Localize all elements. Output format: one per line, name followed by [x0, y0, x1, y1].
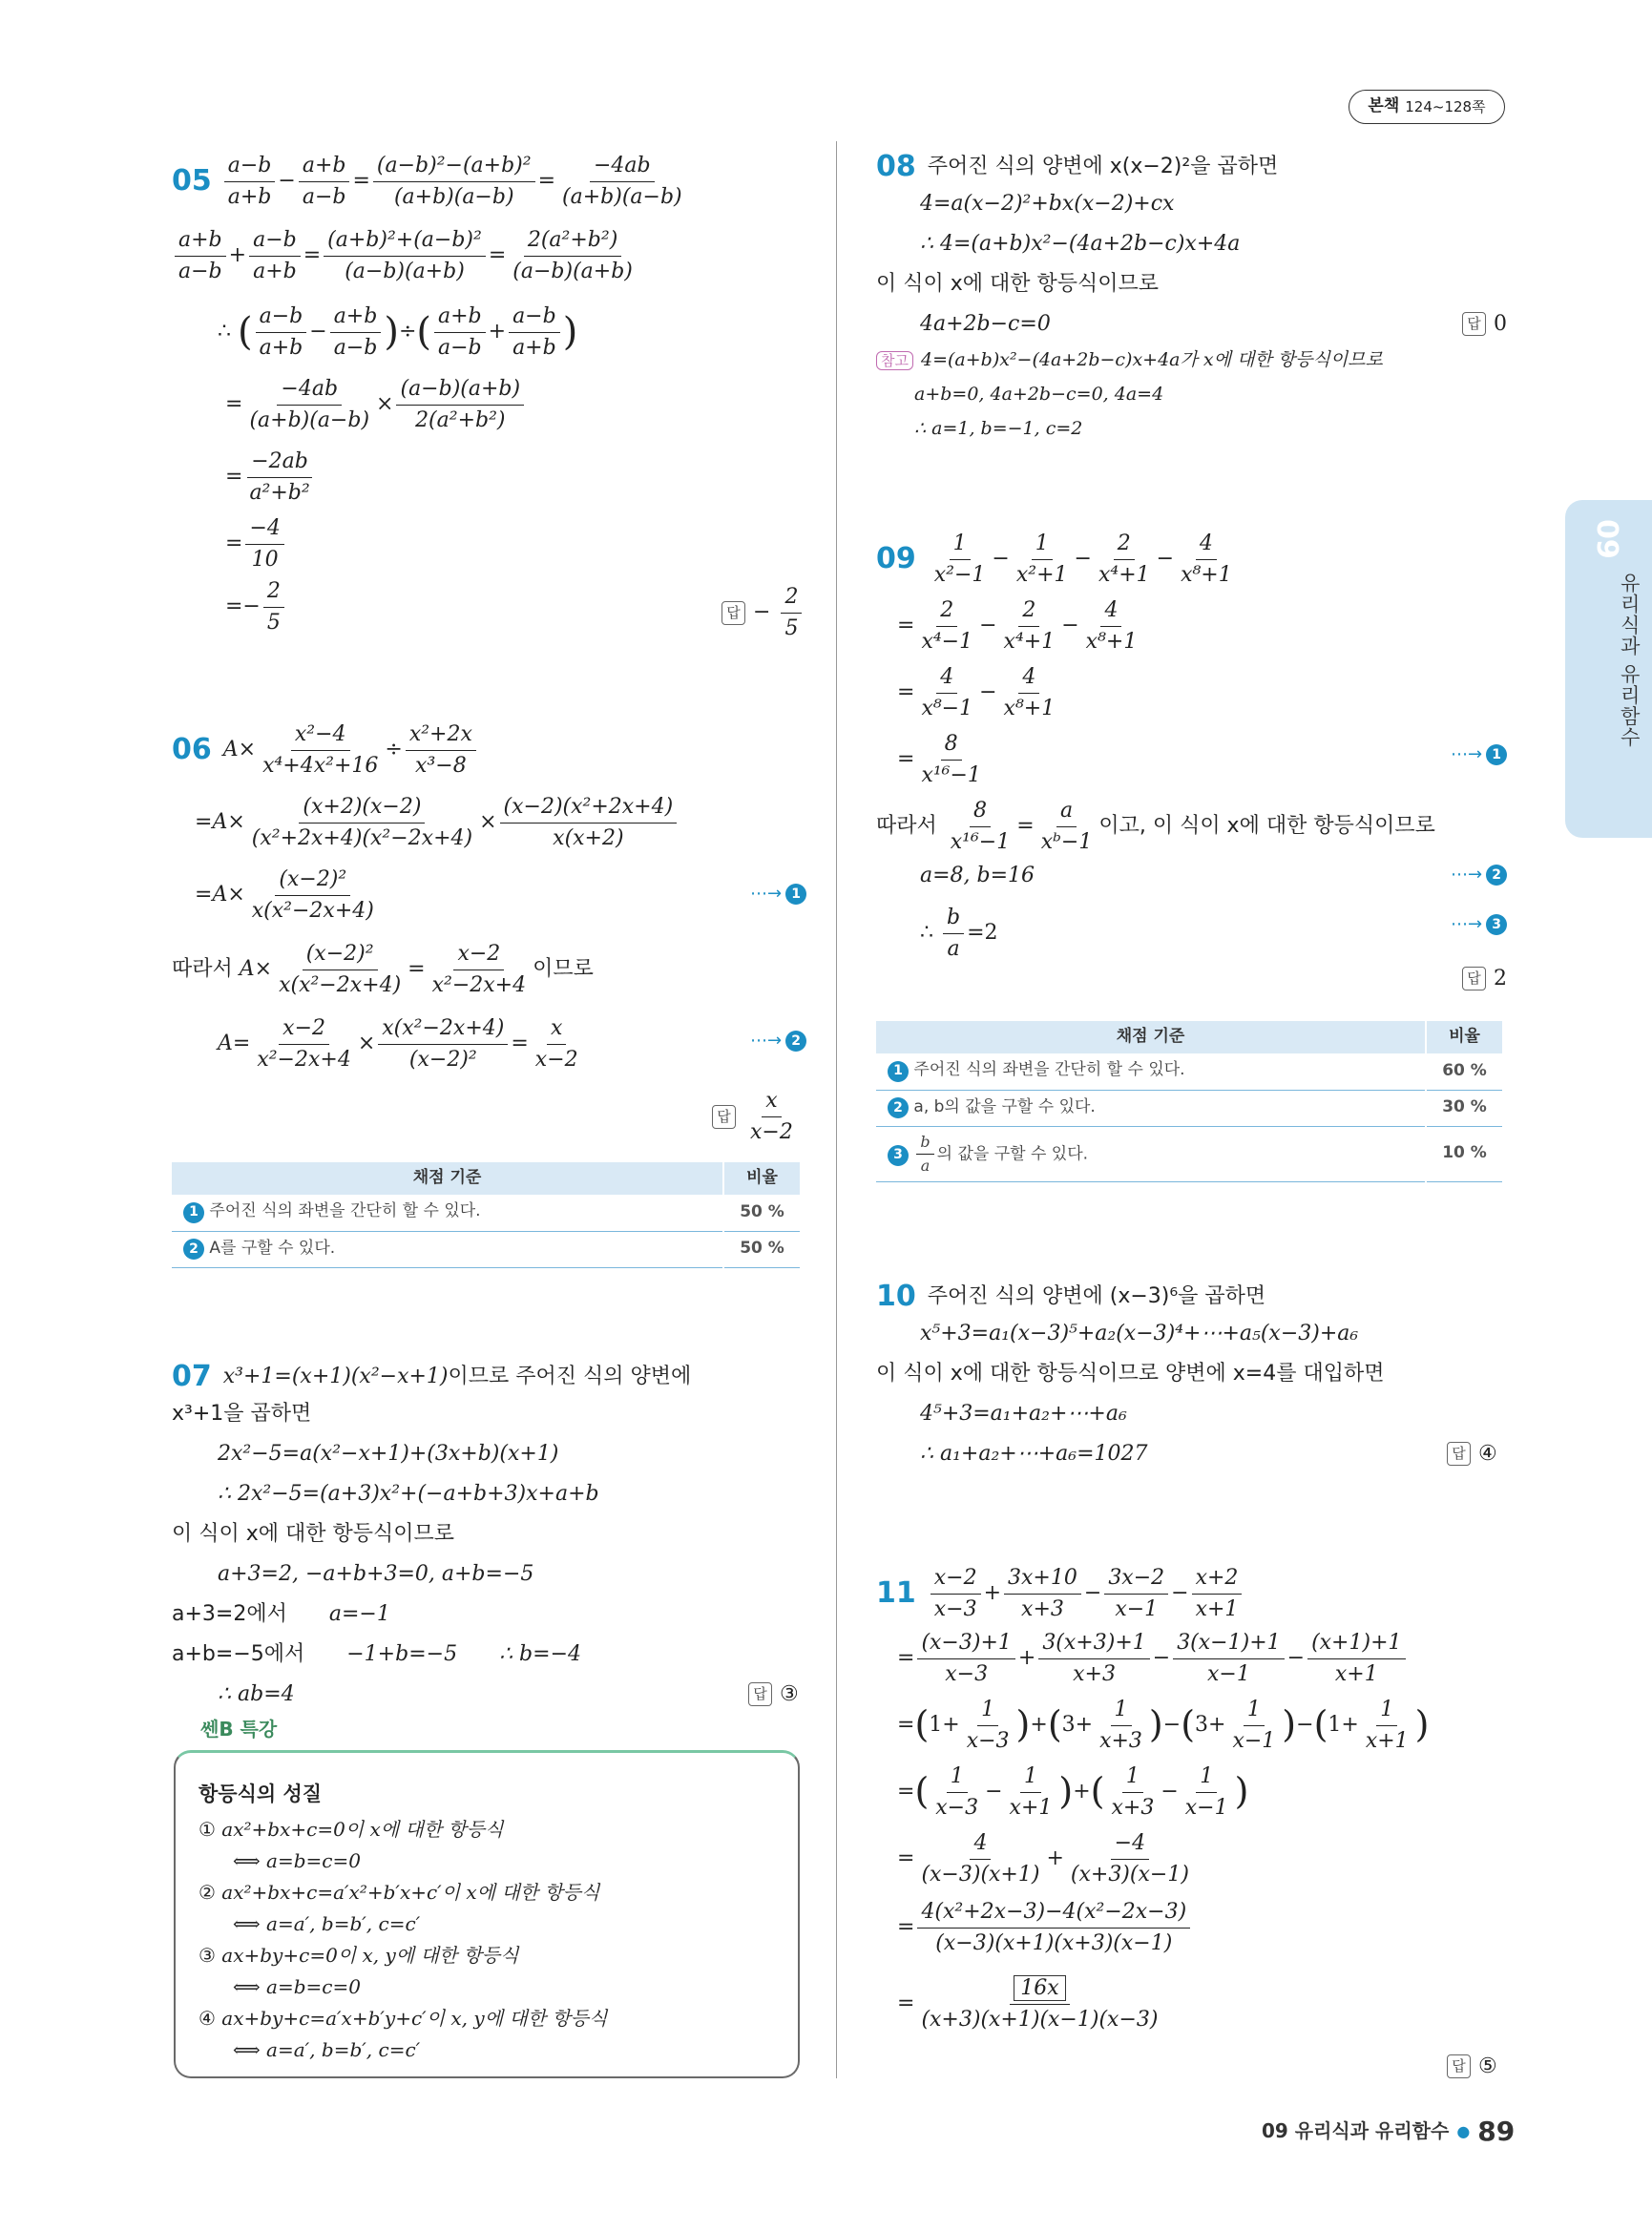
p07-answer: 답 ③ [748, 1681, 799, 1708]
step-2-icon: 2 [888, 1097, 909, 1118]
p09-line7: ∴ $\frac{b}{a}$ =2 [920, 906, 998, 961]
p10-answer: 답 ④ [1447, 1441, 1497, 1468]
p05-answer: 답 − $\frac{2}{5}$ [721, 584, 805, 641]
special-lecture-box [174, 1750, 800, 2078]
p11-line4: = ( $\frac{1}{x-3}$ − $\frac{1}{x+1}$ ) + ( $\frac{1}{x+3}$ − $\frac{1}{x-1}$ ) [897, 1764, 1249, 1820]
answer-icon: 답 [1447, 1442, 1471, 1466]
p08-note1: 참고 4=(a+b)x²−(4a+2b−c)x+4a가 x에 대한 항등식이므로 [876, 349, 1383, 372]
p09-scoring-table [876, 1021, 1502, 1182]
p06-line4: 따라서 A × $\frac{\text{(x−2)²}}{\text{x(x²−2x+4)}}$ = $\frac{x-2}{\text{x²−2x+4}}$ 이므로 [172, 942, 594, 997]
p08-line4: 4a+2b−c=0 [920, 312, 1051, 336]
p05-line1: 05 $\frac{a-b}{a+b}$ − $\frac{a+b}{a-b}$ = $\frac{\text{(a−b)²−(a+b)²}}{(a+b)(a-b)}$ = $\frac{-4ab}{(a+b)(a-b)}$ [172, 154, 682, 209]
p10-line4: ∴ a₁+a₂+⋯+a₆=1027 [920, 1442, 1148, 1466]
page-footer: 09 유리식과 유리함수 ● 89 [1262, 2116, 1516, 2147]
answer-icon: 답 [721, 601, 745, 625]
table-header-criteria: 채점 기준 [876, 1021, 1426, 1053]
list-item: ③ ax+by+c=0이 x, y에 대한 항등식 [199, 1944, 519, 1967]
p11-line5: = $\frac{4}{(x-3)(x+1)}$ + $\frac{-4}{(x+3)(x-1)}$ [897, 1831, 1189, 1887]
answer-icon: 답 [1447, 2054, 1471, 2078]
p05-line5: = $\frac{-2ab}{\text{a²+b²}}$ [225, 448, 317, 506]
p06-line1: 06 A × $\frac{\text{x²−4}}{\text{x⁴+4x²+16}}$ ÷ $\frac{\text{x²+2x}}{\text{x³−8}}$ [172, 721, 479, 779]
p05-line2: $\frac{a+b}{a-b}$ + $\frac{a-b}{a+b}$ = $\frac{\text{(a+b)²+(a−b)²}}{(a-b)(a+b)}$ = $\frac{\text{2(a²+b²)}}{(a-b)(a+b)}$ [172, 227, 639, 284]
answer-icon: 답 [712, 1105, 736, 1129]
p09-step-1: ⋯→ 1 [1451, 744, 1507, 766]
p11-line2: = $\frac{(x-3)+1}{x-3}$ + $\frac{3(x+3)+1}{x+3}$ − $\frac{3(x-1)+1}{x-1}$ − $\frac{(x+1)+1}{x+1}$ [897, 1630, 1409, 1687]
note-tag: 참고 [876, 351, 913, 371]
table-header-ratio: 비율 [1426, 1021, 1502, 1053]
p11-line7: = $\frac{16x}{(x+3)(x+1)(x-1)(x-3)}$ [897, 1976, 1159, 2032]
p11-line1: 11 $\frac{x-2}{x-3}$ + $\frac{3x+10}{x+3}$ − $\frac{3x-2}{x-1}$ − $\frac{x+2}{x+1}$ [876, 1565, 1244, 1622]
problem-09-number: 09 [876, 542, 916, 576]
p09-step-3: ⋯→ 3 [1451, 914, 1507, 936]
p11-line6: = $\frac{\text{4(x²+2x−3)−4(x²−2x−3)}}{(x-3)(x+1)(x+3)(x-1)}$ [897, 1899, 1193, 1956]
problem-11-number: 11 [876, 1576, 916, 1611]
p08-line1: 4=a(x−2)²+bx(x−2)+cx [920, 192, 1175, 216]
p07-line9: ∴ ab=4 [218, 1682, 295, 1706]
p09-line6: a=8, b=16 [920, 864, 1035, 887]
page-range-badge [1349, 90, 1505, 124]
column-divider [836, 141, 837, 2078]
problem-07-number: 07 [172, 1360, 212, 1393]
p08-line3: 이 식이 x에 대한 항등식이므로 [876, 272, 1160, 296]
p08-note2: a+b=0, 4a+2b−c=0, 4a=4 [914, 384, 1164, 405]
p10-line2: 이 식이 x에 대한 항등식이므로 양변에 x=4를 대입하면 [876, 1362, 1385, 1386]
table-row: 2 A를 구할 수 있다. 50 % [172, 1231, 800, 1267]
table-row: 3 $\frac{b}{a}$ 의 값을 구할 수 있다. 10 % [876, 1126, 1502, 1181]
step-2-icon: 2 [183, 1239, 204, 1260]
problem-08-number: 08 [876, 150, 916, 183]
answer-icon: 답 [1462, 312, 1486, 336]
list-item: ② ax²+bx+c=a′x²+b′x+c′이 x에 대한 항등식 [199, 1881, 600, 1904]
p08-answer: 답 0 [1462, 311, 1507, 338]
footer-chapter: 09 유리식과 유리함수 [1262, 2119, 1450, 2142]
p05-line3: ∴ ( $\frac{a-b}{a+b}$ − $\frac{a+b}{a-b}$ ) ÷ ( $\frac{a+b}{a-b}$ + $\frac{a-b}{a+b}$ ) [218, 304, 578, 360]
p11-answer: 답 ⑤ [1447, 2054, 1497, 2080]
answer-icon: 답 [748, 1682, 772, 1706]
badge-pages: 124~128쪽 [1405, 97, 1486, 115]
box-items: ① ax²+bx+c=0이 x에 대한 항등식 ⟺ a=b=c=0 ② ax²+bx+c=a′x²+b′x+c′이 x에 대한 항등식 ⟺ a=a′, b=b′, c=c′ ③ ax+by+c=0이 x, y에 대한 항등식 ⟺ a=b=c=0 ④ ax+by+c=a′x+b′y+c′이 x, y에 대한 항등식 ⟺ a=a′, b=b′, c=c′ [199, 1814, 607, 2066]
answer-icon: 답 [1462, 967, 1486, 990]
p09-line5: 따라서 $\frac{8}{\text{x¹⁶−1}}$ = $\frac{a}{\text{xᵇ−1}}$ 이고, 이 식이 x에 대한 항등식이므로 [876, 799, 1435, 854]
p09-line2: = $\frac{2}{\text{x⁴−1}}$ − $\frac{2}{\text{x⁴+1}}$ − $\frac{4}{\text{x⁸+1}}$ [897, 598, 1138, 654]
p06-line3: = A × $\frac{\text{(x−2)²}}{\text{x(x²−2x+4)}}$ [195, 867, 374, 923]
p06-step-2: ⋯→ 2 [750, 1031, 806, 1053]
table-header-ratio: 비율 [723, 1162, 800, 1195]
boxed-numerator: 16x [1014, 1975, 1065, 2001]
p07-line4: ∴ 2x²−5=(a+3)x²+(−a+b+3)x+a+b [218, 1482, 599, 1506]
table-row: 2 a, b의 값을 구할 수 있다. 30 % [876, 1090, 1502, 1126]
problem-10-number: 10 [876, 1280, 916, 1313]
badge-label: 본책 [1368, 96, 1400, 116]
p08-line0: 08 주어진 식의 양변에 x(x−2)²을 곱하면 [876, 150, 1279, 183]
p09-step-2: ⋯→ 2 [1451, 865, 1507, 886]
p05-line4: = $\frac{-4ab}{(a+b)(a-b)}$ × $\frac{(a-b)(a+b)}{\text{2(a²+b²)}}$ [225, 376, 527, 433]
p11-line3: = ( 1+ $\frac{1}{x-3}$ ) + ( 3+ $\frac{1}{x+3}$ ) − ( 3+ $\frac{1}{x-1}$ ) − ( 1+ $\frac{1}{x+1}$ ) [897, 1698, 1430, 1753]
p07-line8: a+b=−5에서 −1+b=−5 ∴ b=−4 [172, 1642, 581, 1666]
problem-06-number: 06 [172, 733, 212, 767]
p10-line0: 10 주어진 식의 양변에 (x−3)⁶을 곱하면 [876, 1280, 1266, 1313]
step-3-icon: 3 [888, 1145, 909, 1166]
table-row: 1 주어진 식의 좌변을 간단히 할 수 있다. 60 % [876, 1053, 1502, 1090]
chapter-side-tab [1565, 500, 1652, 838]
p07-line6: a+3=2, −a+b+3=0, a+b=−5 [218, 1562, 534, 1586]
p06-line5: A = $\frac{x-2}{\text{x²−2x+4}}$ × $\frac{\text{x(x²−2x+4)}}{\text{(x−2)²}}$ = $\frac{x}{x-2}$ [218, 1016, 578, 1072]
p05-line6: = $\frac{-4}{10}$ [225, 515, 287, 573]
problem-05-number: 05 [172, 164, 212, 198]
p09-answer: 답 2 [1462, 966, 1507, 992]
table-header-criteria: 채점 기준 [172, 1162, 723, 1195]
p06-line2: = A × $\frac{(x+2)(x-2)}{\text{(x²+2x+4)(x²−2x+4)}}$ × $\frac{\text{(x−2)(x²+2x+4)}}{x(x+2)}$ [195, 794, 680, 851]
p06-scoring-table [172, 1162, 800, 1268]
p08-line2: ∴ 4=(a+b)x²−(4a+2b−c)x+4a [920, 232, 1241, 256]
list-item: ④ ax+by+c=a′x+b′y+c′이 x, y에 대한 항등식 [199, 2007, 608, 2030]
page-number: 89 [1477, 2116, 1516, 2147]
p07-line5: 이 식이 x에 대한 항등식이므로 [172, 1522, 455, 1546]
special-lecture-logo: 쎈B 특강 [200, 1718, 278, 1741]
p08-note3: ∴ a=1, b=−1, c=2 [914, 418, 1083, 439]
p07-line1: 07 x³+1=(x+1)(x²−x+1) 이므로 주어진 식의 양변에 [172, 1360, 692, 1393]
p09-line3: = $\frac{4}{\text{x⁸−1}}$ − $\frac{4}{\text{x⁸+1}}$ [897, 665, 1056, 720]
p09-line4: = $\frac{8}{\text{x¹⁶−1}}$ [897, 732, 981, 787]
step-1-icon: 1 [888, 1061, 909, 1082]
p07-line7: a+3=2에서 a=−1 [172, 1602, 390, 1626]
p06-answer: 답 $\frac{x}{x-2}$ [712, 1088, 800, 1145]
list-item: ① ax²+bx+c=0이 x에 대한 항등식 [199, 1818, 504, 1841]
tab-number: 09 [1590, 519, 1623, 559]
p09-line1: 09 $\frac{1}{\text{x²−1}}$ − $\frac{1}{\text{x²+1}}$ − $\frac{2}{\text{x⁴+1}}$ − $\frac{4}{\text{x⁸+1}}$ [876, 532, 1232, 587]
p10-line1: x⁵+3=a₁(x−3)⁵+a₂(x−3)⁴+⋯+a₅(x−3)+a₆ [920, 1322, 1359, 1345]
box-title: 항등식의 성질 [199, 1783, 323, 1805]
p07-line2: x³+1을 곱하면 [172, 1402, 312, 1426]
p10-line3: 4⁵+3=a₁+a₂+⋯+a₆ [920, 1402, 1127, 1426]
table-row: 1 주어진 식의 좌변을 간단히 할 수 있다. 50 % [172, 1195, 800, 1231]
step-1-icon: 1 [183, 1202, 204, 1223]
p05-line7: =− $\frac{2}{5}$ [225, 578, 287, 636]
tab-title: 유리식과 유리함수 [1618, 573, 1642, 748]
p06-step-1: ⋯→ 1 [750, 884, 806, 906]
p07-line3: 2x²−5=a(x²−x+1)+(3x+b)(x+1) [218, 1442, 559, 1466]
